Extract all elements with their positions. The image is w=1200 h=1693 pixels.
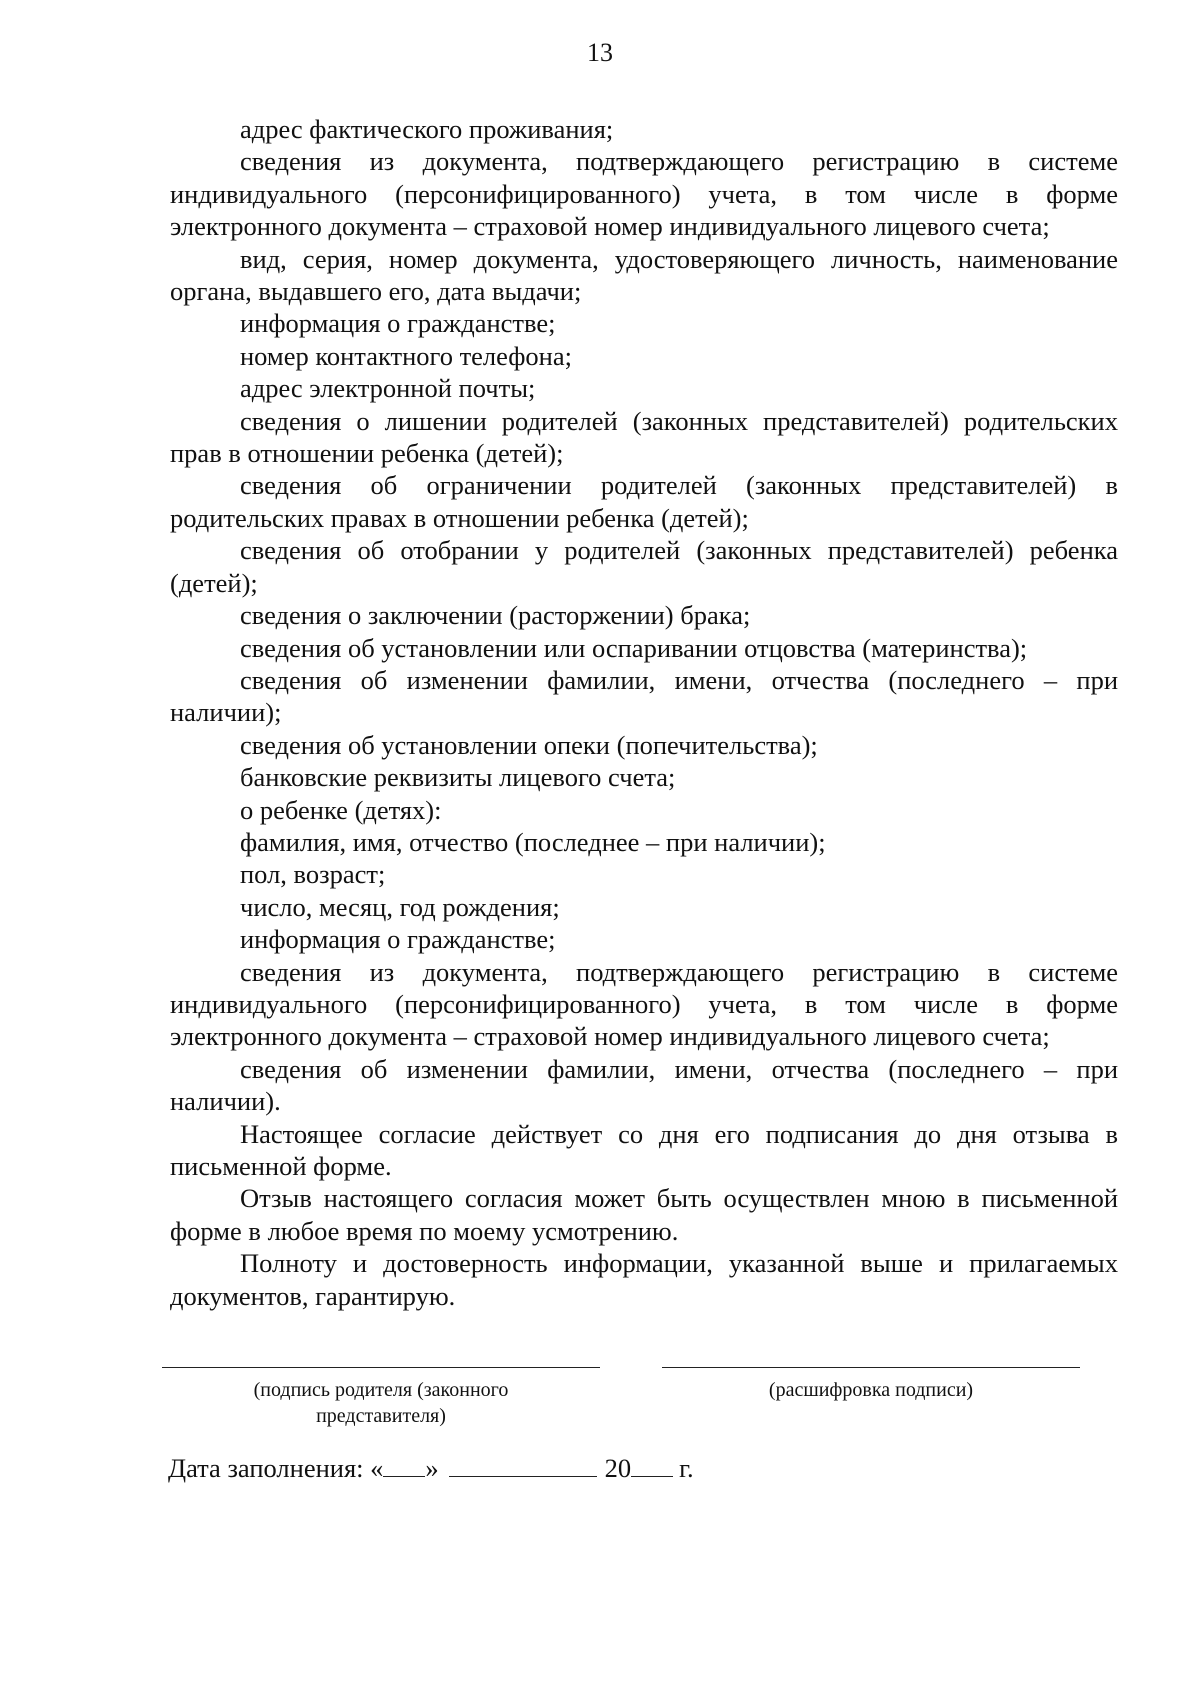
paragraph: сведения о заключении (расторжении) брака; [240, 600, 751, 631]
paragraph: сведения об изменении фамилии, имени, отчества (последнего – при наличии); [170, 664, 1118, 728]
paragraph: информация о гражданстве; [240, 924, 556, 955]
fill-date-line [168, 1452, 694, 1484]
paragraph: вид, серия, номер документа, удостоверяющего личность, наименование органа, выдавшего его, дата выдачи; [170, 243, 1118, 307]
paragraph: сведения об отобрании у родителей (законных представителей) ребенка (детей); [170, 535, 1118, 598]
fill-date-label: Дата заполнения: [168, 1453, 364, 1483]
paragraph: банковские реквизиты лицевого счета; [240, 762, 676, 793]
paragraph: номер контактного телефона; [240, 340, 572, 371]
year-blank[interactable] [631, 1452, 673, 1477]
signature-caption [205, 1377, 557, 1429]
paragraph: Отзыв настоящего согласия может быть осуществлен мною в письменной форме в любое время по моему усмотрению. [170, 1183, 1118, 1246]
document-body [170, 113, 1118, 1312]
quote-close: » [425, 1453, 439, 1483]
paragraph: сведения об изменении фамилии, имени, отчества (последнего – при наличии). [170, 1053, 1118, 1117]
paragraph: сведения об установлении или оспаривании отцовства (материнства); [240, 632, 1028, 663]
paragraph: адрес фактического проживания; [240, 114, 614, 144]
paragraph: число, месяц, год рождения; [240, 891, 560, 922]
day-blank[interactable] [383, 1452, 425, 1477]
paragraph: пол, возраст; [240, 859, 386, 890]
quote-open: « [370, 1453, 384, 1483]
signature-transcript-caption: (расшифровка подписи) [768, 1379, 974, 1401]
signature-caption-line: (подпись родителя (законного [253, 1379, 509, 1401]
paragraph: адрес электронной почты; [240, 373, 536, 404]
century-text: 20 [604, 1453, 632, 1483]
paragraph: фамилия, имя, отчество (последнее – при наличии); [240, 826, 826, 857]
signature-caption-line: представителя) [316, 1405, 446, 1427]
page-number: 13 [587, 38, 613, 67]
paragraph: сведения об ограничении родителей (законных представителей) в родительских правах в отношении ребенка (детей); [170, 470, 1118, 533]
paragraph: о ребенке (детях): [240, 794, 442, 825]
paragraph: информация о гражданстве; [240, 308, 556, 339]
signature-transcript-line[interactable] [662, 1367, 1080, 1368]
paragraph: Настоящее согласие действует со дня его подписания до дня отзыва в письменной форме. [170, 1118, 1118, 1181]
paragraph: сведения о лишении родителей (законных представителей) родительских прав в отношении ребенка (детей); [170, 405, 1118, 469]
signature-block [0, 1367, 1200, 1447]
month-blank[interactable] [449, 1452, 597, 1477]
paragraph: сведения об установлении опеки (попечительства); [240, 729, 818, 760]
paragraph: Полноту и достоверность информации, указанной выше и прилагаемых документов, гарантирую. [170, 1248, 1118, 1311]
paragraph: сведения из документа, подтверждающего регистрацию в системе индивидуального (персонифицированного) учета, в том числе в форме электронного документа – страховой номер индивидуального лицевого счета; [170, 956, 1118, 1052]
signature-line[interactable] [162, 1367, 600, 1368]
paragraph: сведения из документа, подтверждающего регистрацию в системе индивидуального (персонифицированного) учета, в том числе в форме электронного документа – страховой номер индивидуального лицевого счета; [170, 146, 1118, 242]
year-suffix: г. [679, 1453, 694, 1483]
